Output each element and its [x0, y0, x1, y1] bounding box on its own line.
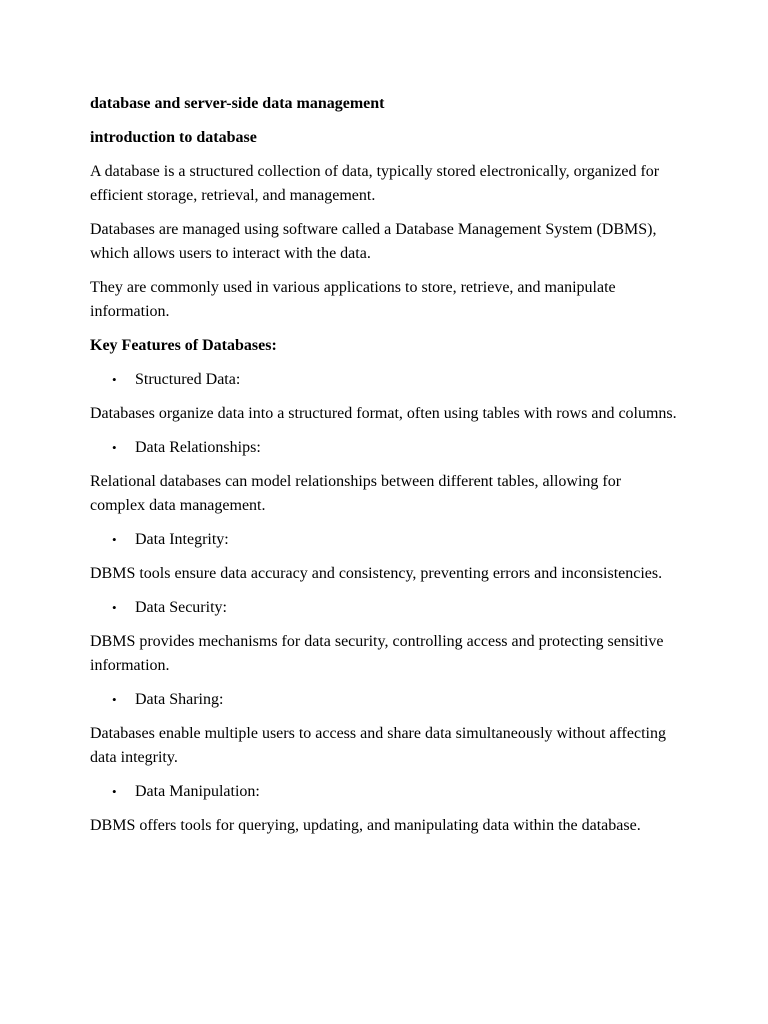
bullet-icon: •	[112, 372, 117, 387]
feature-label: Data Security:	[135, 599, 227, 616]
feature-label: Data Integrity:	[135, 531, 229, 548]
feature-label: Data Manipulation:	[135, 783, 260, 800]
document-title: database and server-side data management	[90, 95, 385, 112]
feature-description: DBMS provides mechanisms for data security, controlling access and protecting sensitive information.	[90, 633, 664, 674]
feature-bullet-data-security	[90, 596, 678, 620]
intro-paragraph: They are commonly used in various applications to store, retrieve, and manipulate information.	[90, 279, 616, 320]
feature-description: DBMS tools ensure data accuracy and consistency, preventing errors and inconsistencies.	[90, 565, 663, 582]
intro-paragraph: A database is a structured collection of data, typically stored electronically, organized for efficient storage, retrieval, and management.	[90, 163, 660, 204]
feature-label: Data Relationships:	[135, 439, 261, 456]
section-title-introduction: introduction to database	[90, 129, 257, 146]
bullet-icon: •	[112, 532, 117, 547]
intro-paragraph: Databases are managed using software called a Database Management System (DBMS), which allows users to interact with the data.	[90, 221, 657, 262]
bullet-icon: •	[112, 692, 117, 707]
feature-description: Databases organize data into a structured format, often using tables with rows and columns.	[90, 405, 677, 422]
feature-label: Data Sharing:	[135, 691, 224, 708]
bullet-icon: •	[112, 600, 117, 615]
feature-bullet-data-sharing	[90, 688, 678, 712]
feature-bullet-data-manipulation	[90, 780, 678, 804]
key-features-heading: Key Features of Databases:	[90, 337, 277, 354]
feature-label: Structured Data:	[135, 371, 241, 388]
feature-bullet-data-integrity	[90, 528, 678, 552]
feature-description: DBMS offers tools for querying, updating, and manipulating data within the database.	[90, 817, 641, 834]
feature-bullet-structured-data	[90, 368, 678, 392]
feature-bullet-data-relationships	[90, 436, 678, 460]
bullet-icon: •	[112, 784, 117, 799]
feature-description: Databases enable multiple users to access and share data simultaneously without affecting data integrity.	[90, 725, 666, 766]
bullet-icon: •	[112, 440, 117, 455]
feature-description: Relational databases can model relationships between different tables, allowing for complex data management.	[90, 473, 622, 514]
